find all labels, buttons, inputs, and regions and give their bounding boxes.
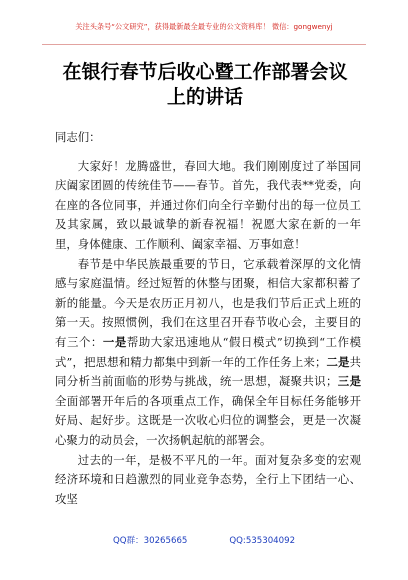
point-two-text: 共同分析当前面临的形势与挑战，统一思想，凝聚共识；	[55, 354, 361, 389]
point-one-marker: 一是	[102, 334, 127, 349]
point-three-marker: 三是	[337, 374, 361, 389]
footer-qq: QQ:535304092	[229, 536, 296, 546]
point-one-text: 帮助大家迅速地从“假日模式”切换到“工作模式”，把思想和精力都集中到新一年的工作任务上来；	[55, 334, 361, 369]
document-title: 在银行春节后收心暨工作部署会议上的讲话	[62, 61, 348, 108]
page-header-notice: 关注头条号“公文研究”，获得最新最全最专业的公文资料库！ 微信：gongwenyj	[75, 22, 333, 31]
point-three-text: 全面部署开年后的各项重点工作，确保全年目标任务能够开好局、起好步。这既是一次收心归位的调整会，更是一次凝心聚力的动员会，一次扬帆起航的部署会。	[55, 393, 361, 447]
footer-qq-group: QQ群：30265665	[112, 536, 188, 546]
page-footer	[0, 534, 408, 546]
document-body	[55, 128, 361, 509]
header-divider	[42, 44, 366, 45]
paragraph-purpose-intro: 春节是中华民族最重要的节日，它承载着深厚的文化情感与家庭温情。经过短暂的休整与团聚，相信大家都积蓄了新的能量。今天是农历正月初八，也是我们节后正式上班的第一天。按照惯例，我们在这里召开春节收心会，主要目的有三个：	[55, 256, 361, 349]
paragraph-purpose	[55, 255, 361, 451]
salutation: 同志们：	[55, 130, 101, 144]
paragraph-greeting: 大家好！龙腾盛世，春回大地。我们刚刚度过了举国同庆阖家团圆的传统佳节——春节。首先，我代表**党委，向在座的各位同事，并通过你们向全行辛勤付出的每一位员工及其家属，致以最诚挚的新春祝福！祝愿大家在新的一年里，身体健康、工作顺利、阖家幸福、万事如意！	[55, 158, 361, 251]
point-two-marker: 二是	[326, 354, 350, 369]
paragraph-review: 过去的一年，是极不平凡的一年。面对复杂多变的宏观经济环境和日趋激烈的同业竞争态势，全行上下团结一心、攻坚	[55, 452, 361, 506]
